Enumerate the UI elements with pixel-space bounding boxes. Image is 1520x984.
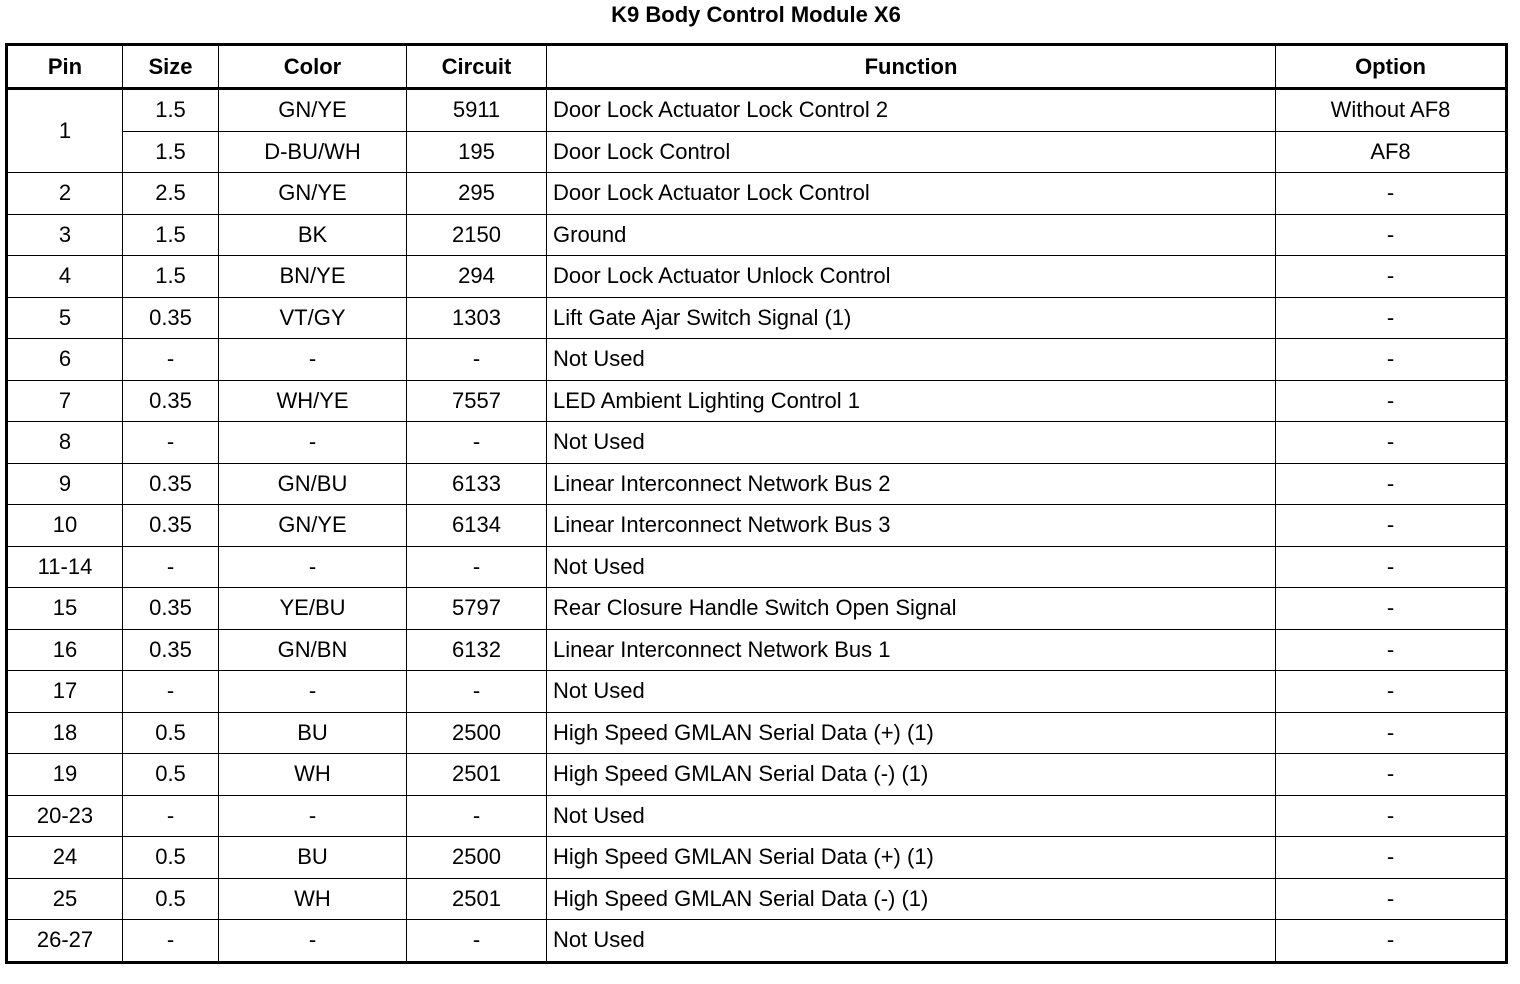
cell-circuit: 1303 <box>407 297 547 339</box>
cell-function: Not Used <box>547 546 1276 588</box>
cell-size: 0.35 <box>123 463 219 505</box>
cell-size: 0.35 <box>123 505 219 547</box>
cell-option: - <box>1276 795 1507 837</box>
cell-circuit: 5911 <box>407 89 547 132</box>
table-row <box>7 754 1507 796</box>
cell-pin: 11-14 <box>7 546 123 588</box>
cell-pin: 5 <box>7 297 123 339</box>
cell-function: Not Used <box>547 339 1276 381</box>
cell-circuit: 5797 <box>407 588 547 630</box>
cell-circuit: 6132 <box>407 629 547 671</box>
cell-circuit: 295 <box>407 173 547 215</box>
cell-circuit: 2501 <box>407 878 547 920</box>
document-title: K9 Body Control Module X6 <box>611 2 901 27</box>
cell-size: 0.5 <box>123 754 219 796</box>
cell-circuit: - <box>407 546 547 588</box>
cell-pin: 24 <box>7 837 123 879</box>
table-row <box>7 546 1507 588</box>
cell-option: - <box>1276 588 1507 630</box>
cell-pin: 17 <box>7 671 123 713</box>
cell-size: 2.5 <box>123 173 219 215</box>
cell-color: GN/BU <box>219 463 407 505</box>
cell-function: Not Used <box>547 422 1276 464</box>
cell-color: GN/BN <box>219 629 407 671</box>
cell-color: D-BU/WH <box>219 131 407 173</box>
cell-circuit: - <box>407 422 547 464</box>
table-row <box>7 588 1507 630</box>
header-function: Function <box>547 45 1276 89</box>
table-row <box>7 214 1507 256</box>
header-pin: Pin <box>7 45 123 89</box>
cell-function: Rear Closure Handle Switch Open Signal <box>547 588 1276 630</box>
cell-pin: 9 <box>7 463 123 505</box>
cell-size: 0.5 <box>123 837 219 879</box>
cell-color: YE/BU <box>219 588 407 630</box>
cell-function: High Speed GMLAN Serial Data (-) (1) <box>547 878 1276 920</box>
cell-size: - <box>123 546 219 588</box>
cell-size: 0.5 <box>123 712 219 754</box>
cell-option: - <box>1276 173 1507 215</box>
cell-function: High Speed GMLAN Serial Data (+) (1) <box>547 837 1276 879</box>
cell-option: - <box>1276 214 1507 256</box>
table-body <box>7 89 1507 963</box>
cell-function: Ground <box>547 214 1276 256</box>
table-row <box>7 463 1507 505</box>
cell-size: - <box>123 671 219 713</box>
cell-function: High Speed GMLAN Serial Data (+) (1) <box>547 712 1276 754</box>
cell-color: BK <box>219 214 407 256</box>
cell-function: High Speed GMLAN Serial Data (-) (1) <box>547 754 1276 796</box>
cell-circuit: 2500 <box>407 837 547 879</box>
cell-circuit: 6133 <box>407 463 547 505</box>
cell-color: - <box>219 546 407 588</box>
table-header-row <box>7 45 1507 89</box>
cell-option: - <box>1276 297 1507 339</box>
cell-pin: 7 <box>7 380 123 422</box>
cell-size: - <box>123 920 219 963</box>
table-row <box>7 629 1507 671</box>
cell-option: - <box>1276 754 1507 796</box>
cell-option: - <box>1276 463 1507 505</box>
table-row <box>7 256 1507 298</box>
cell-size: 0.35 <box>123 588 219 630</box>
cell-color: VT/GY <box>219 297 407 339</box>
cell-function: Door Lock Control <box>547 131 1276 173</box>
table-row <box>7 505 1507 547</box>
cell-color: WH <box>219 878 407 920</box>
cell-pin: 15 <box>7 588 123 630</box>
header-color: Color <box>219 45 407 89</box>
cell-circuit: 2501 <box>407 754 547 796</box>
cell-pin: 3 <box>7 214 123 256</box>
cell-pin: 19 <box>7 754 123 796</box>
cell-color: BU <box>219 837 407 879</box>
cell-circuit: - <box>407 795 547 837</box>
cell-option: - <box>1276 712 1507 754</box>
cell-option: - <box>1276 629 1507 671</box>
cell-pin: 16 <box>7 629 123 671</box>
cell-circuit: 6134 <box>407 505 547 547</box>
cell-circuit: - <box>407 339 547 381</box>
cell-color: - <box>219 920 407 963</box>
table-row <box>7 89 1507 132</box>
table-row <box>7 297 1507 339</box>
pinout-table <box>5 43 1508 964</box>
cell-color: GN/YE <box>219 173 407 215</box>
cell-function: Lift Gate Ajar Switch Signal (1) <box>547 297 1276 339</box>
cell-circuit: - <box>407 920 547 963</box>
table-row <box>7 173 1507 215</box>
cell-option: - <box>1276 546 1507 588</box>
cell-option: - <box>1276 671 1507 713</box>
table-row <box>7 795 1507 837</box>
cell-pin: 8 <box>7 422 123 464</box>
cell-circuit: 294 <box>407 256 547 298</box>
cell-size: 1.5 <box>123 89 219 132</box>
cell-option: - <box>1276 422 1507 464</box>
cell-option: - <box>1276 256 1507 298</box>
cell-color: - <box>219 339 407 381</box>
cell-option: - <box>1276 878 1507 920</box>
table-row <box>7 712 1507 754</box>
header-circuit: Circuit <box>407 45 547 89</box>
cell-pin: 4 <box>7 256 123 298</box>
header-option: Option <box>1276 45 1507 89</box>
cell-size: 1.5 <box>123 131 219 173</box>
cell-circuit: - <box>407 671 547 713</box>
table-row <box>7 837 1507 879</box>
cell-function: Door Lock Actuator Unlock Control <box>547 256 1276 298</box>
cell-function: LED Ambient Lighting Control 1 <box>547 380 1276 422</box>
cell-size: 0.35 <box>123 629 219 671</box>
cell-circuit: 2500 <box>407 712 547 754</box>
cell-function: Not Used <box>547 920 1276 963</box>
cell-function: Not Used <box>547 795 1276 837</box>
table-row <box>7 131 1507 173</box>
cell-color: GN/YE <box>219 505 407 547</box>
cell-circuit: 2150 <box>407 214 547 256</box>
cell-function: Linear Interconnect Network Bus 1 <box>547 629 1276 671</box>
table-row <box>7 671 1507 713</box>
cell-size: - <box>123 795 219 837</box>
cell-color: WH <box>219 754 407 796</box>
cell-option: - <box>1276 920 1507 963</box>
cell-size: 1.5 <box>123 256 219 298</box>
cell-pin: 10 <box>7 505 123 547</box>
cell-circuit: 7557 <box>407 380 547 422</box>
cell-size: 0.5 <box>123 878 219 920</box>
cell-option: - <box>1276 837 1507 879</box>
cell-color: WH/YE <box>219 380 407 422</box>
cell-pin: 6 <box>7 339 123 381</box>
cell-function: Not Used <box>547 671 1276 713</box>
table-row <box>7 380 1507 422</box>
cell-size: - <box>123 422 219 464</box>
cell-circuit: 195 <box>407 131 547 173</box>
cell-color: BN/YE <box>219 256 407 298</box>
cell-size: 0.35 <box>123 297 219 339</box>
table-row <box>7 422 1507 464</box>
cell-pin: 1 <box>7 89 123 173</box>
cell-option: AF8 <box>1276 131 1507 173</box>
cell-option: - <box>1276 339 1507 381</box>
table-row <box>7 339 1507 381</box>
cell-color: - <box>219 422 407 464</box>
cell-pin: 2 <box>7 173 123 215</box>
cell-pin: 26-27 <box>7 920 123 963</box>
cell-option: - <box>1276 380 1507 422</box>
cell-function: Door Lock Actuator Lock Control 2 <box>547 89 1276 132</box>
cell-color: GN/YE <box>219 89 407 132</box>
table-row <box>7 878 1507 920</box>
cell-size: 1.5 <box>123 214 219 256</box>
cell-option: - <box>1276 505 1507 547</box>
cell-function: Linear Interconnect Network Bus 3 <box>547 505 1276 547</box>
header-size: Size <box>123 45 219 89</box>
cell-size: 0.35 <box>123 380 219 422</box>
cell-color: BU <box>219 712 407 754</box>
cell-pin: 25 <box>7 878 123 920</box>
cell-pin: 20-23 <box>7 795 123 837</box>
cell-color: - <box>219 671 407 713</box>
cell-pin: 18 <box>7 712 123 754</box>
cell-function: Linear Interconnect Network Bus 2 <box>547 463 1276 505</box>
table-row <box>7 920 1507 963</box>
cell-option: Without AF8 <box>1276 89 1507 132</box>
cell-size: - <box>123 339 219 381</box>
cell-function: Door Lock Actuator Lock Control <box>547 173 1276 215</box>
cell-color: - <box>219 795 407 837</box>
